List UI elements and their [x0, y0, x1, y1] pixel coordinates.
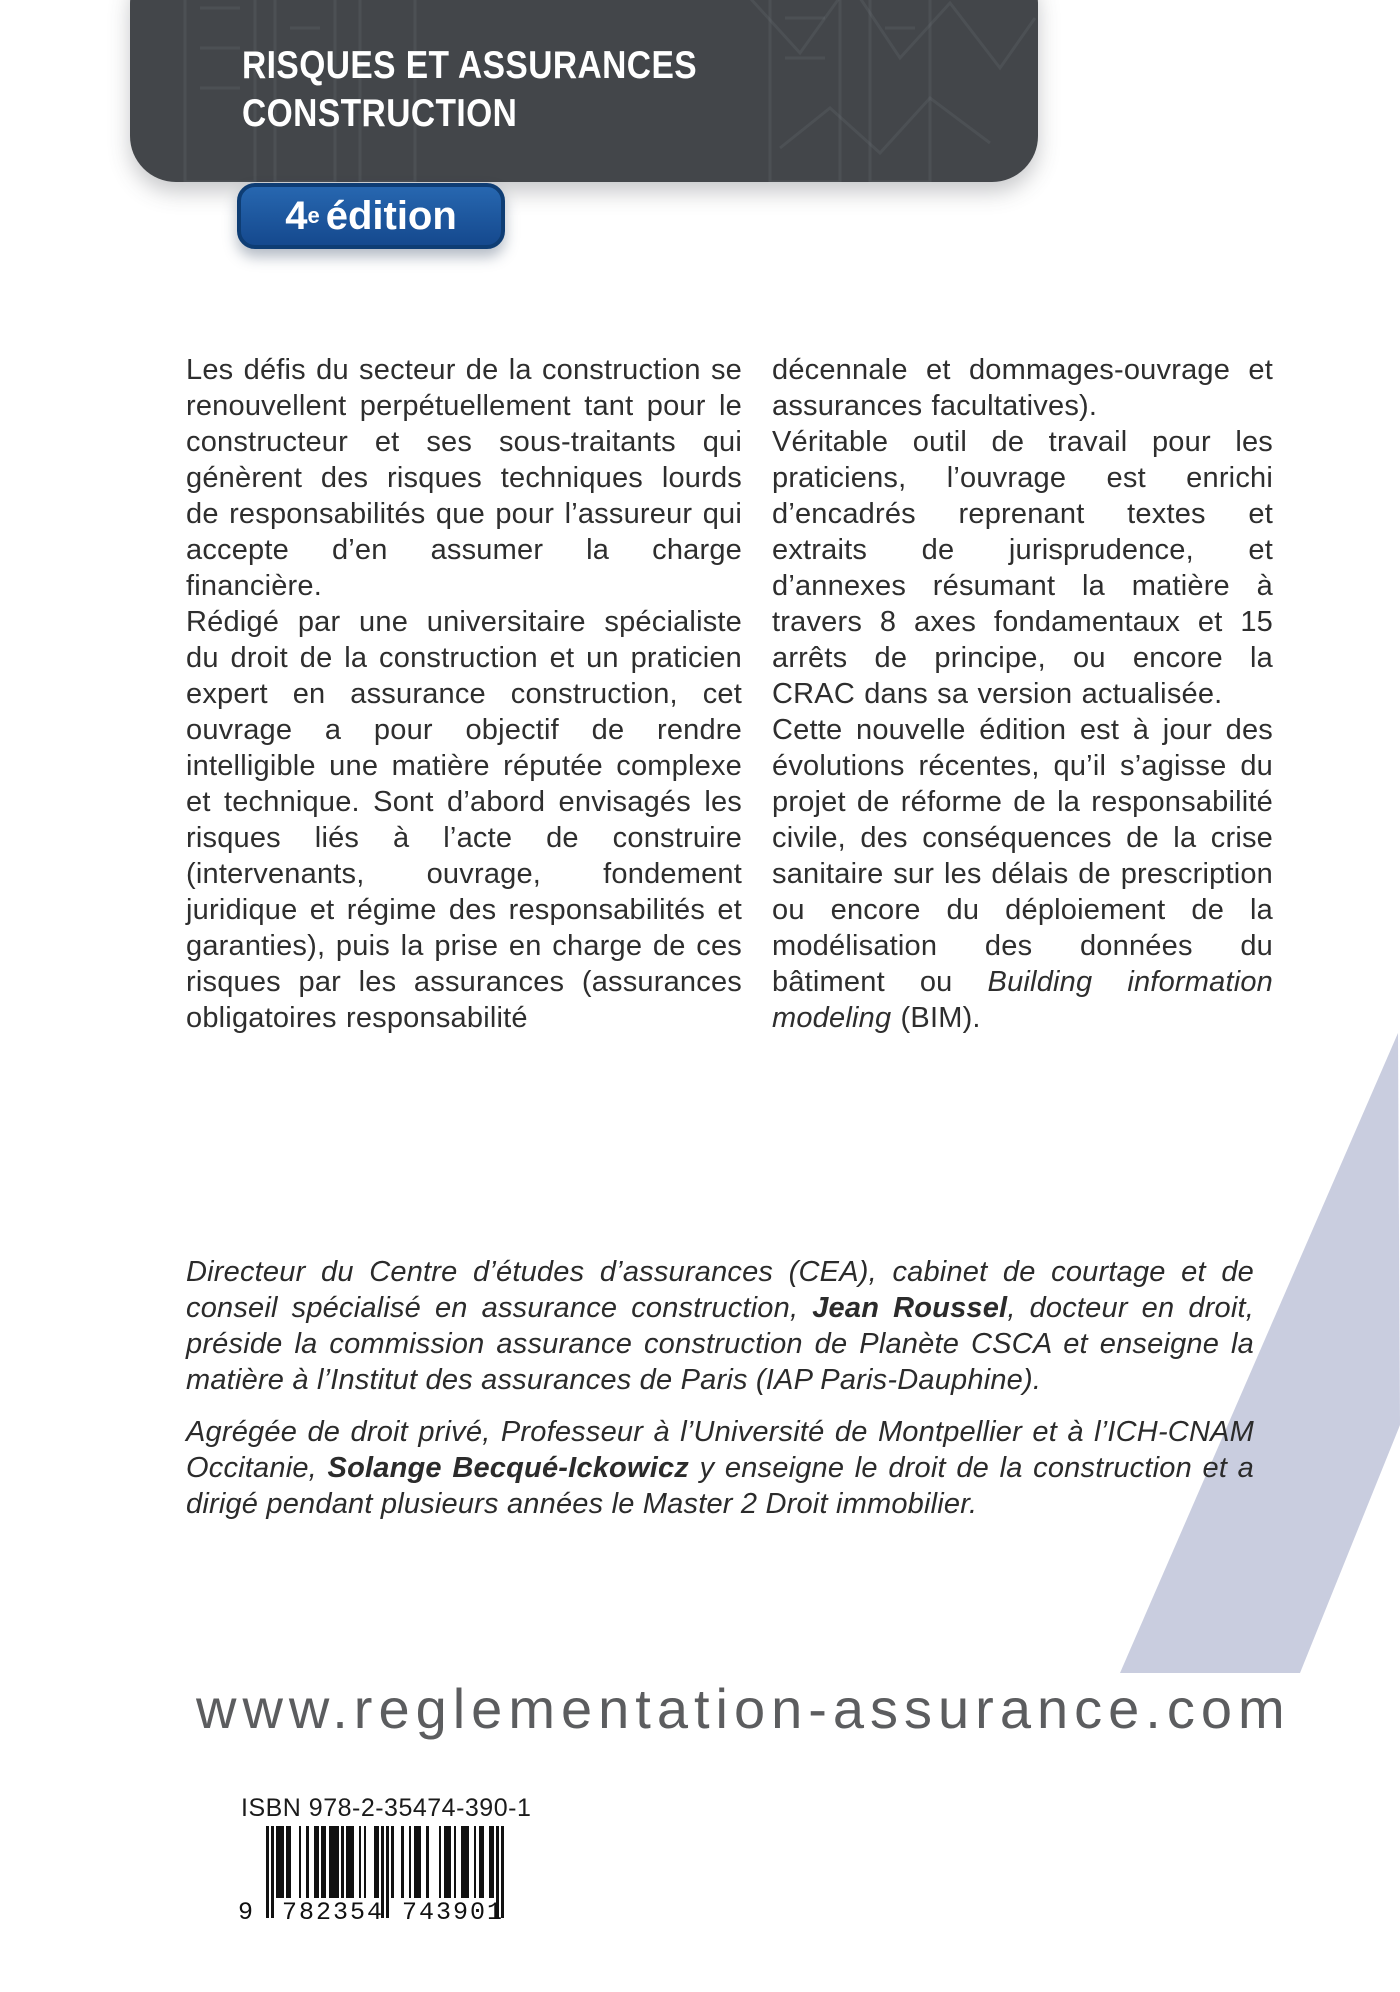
- barcode-digit-lead: 9: [238, 1898, 256, 1927]
- ean13-barcode: [238, 1826, 505, 1927]
- synopsis-col1-paragraph-2: Rédigé par une universitaire spécialiste du droit de la construction et un praticien expert en assurance construction, cet ouvrage a pour objectif de rendre intelligible une matière réputée complexe et technique. Sont d’abord envisagés les risques liés à l’acte de construire (intervenants, ouvrage, fondement juridique et régime des responsabilités et garanties), puis la prise en charge de ces risques par les assurances (assurances obligatoires responsabilité: [186, 606, 742, 1034]
- barcode-digit-group2: 743901: [402, 1898, 505, 1927]
- isbn-label: ISBN 978-2-35474-390-1: [241, 1794, 532, 1822]
- synopsis-col2-paragraph-3: Cette nouvelle édition est à jour des évolutions récentes, qu’il s’agisse du projet de réforme de la responsabilité civile, des conséquences de la crise sanitaire sur les délais de prescription ou encore du déploiement de la modélisation des données du bâtiment ou Building information modeling (BIM).: [772, 714, 1273, 1034]
- synopsis-column-1: [186, 352, 742, 1036]
- edition-word: édition: [325, 193, 457, 238]
- author-bios: [186, 1254, 1254, 1538]
- edition-badge: 4 e édition: [237, 183, 505, 249]
- publisher-website: www.reglementation-assurance.com: [196, 1677, 1291, 1740]
- synopsis-col1-paragraph-1: Les défis du secteur de la construction se renouvellent perpétuellement tant pour le constructeur et ses sous-traitants qui génèrent des risques techniques lourds de responsabilités que pour l’assureur qui accepte d’en assumer la charge financière.: [186, 354, 742, 602]
- book-title-line1: RISQUES ET ASSURANCES: [242, 44, 698, 87]
- book-title-line2: CONSTRUCTION: [242, 92, 518, 135]
- synopsis-col2-paragraph-2: Véritable outil de travail pour les praticiens, l’ouvrage est enrichi d’encadrés reprenant textes et extraits de jurisprudence, et d’annexes résumant la matière à travers 8 axes fondamentaux et 15 arrêts de principe, ou encore la CRAC dans sa version actualisée.: [772, 426, 1273, 710]
- barcode-digit-group1: 782354: [282, 1898, 385, 1927]
- synopsis-column-2: [772, 352, 1273, 1036]
- bio-paragraph-1: Directeur du Centre d’études d’assurances (CEA), cabinet de courtage et de conseil spécialisé en assurance construction, Jean Roussel, docteur en droit, préside la commission assurance construction de Planète CSCA et enseigne la matière à l’Institut des assurances de Paris (IAP Paris-Dauphine).: [186, 1256, 1254, 1396]
- header-box: [130, 0, 1038, 182]
- synopsis-col2-paragraph-1: décennale et dommages-ouvrage et assurances facultatives).: [772, 354, 1273, 422]
- edition-number: 4: [285, 193, 308, 238]
- book-title: [242, 42, 697, 138]
- bio-paragraph-2: Agrégée de droit privé, Professeur à l’Université de Montpellier et à l’ICH-CNAM Occitanie, Solange Becqué-Ickowicz y enseigne le droit de la construction et a dirigé pendant plusieurs années le Master 2 Droit immobilier.: [186, 1416, 1254, 1520]
